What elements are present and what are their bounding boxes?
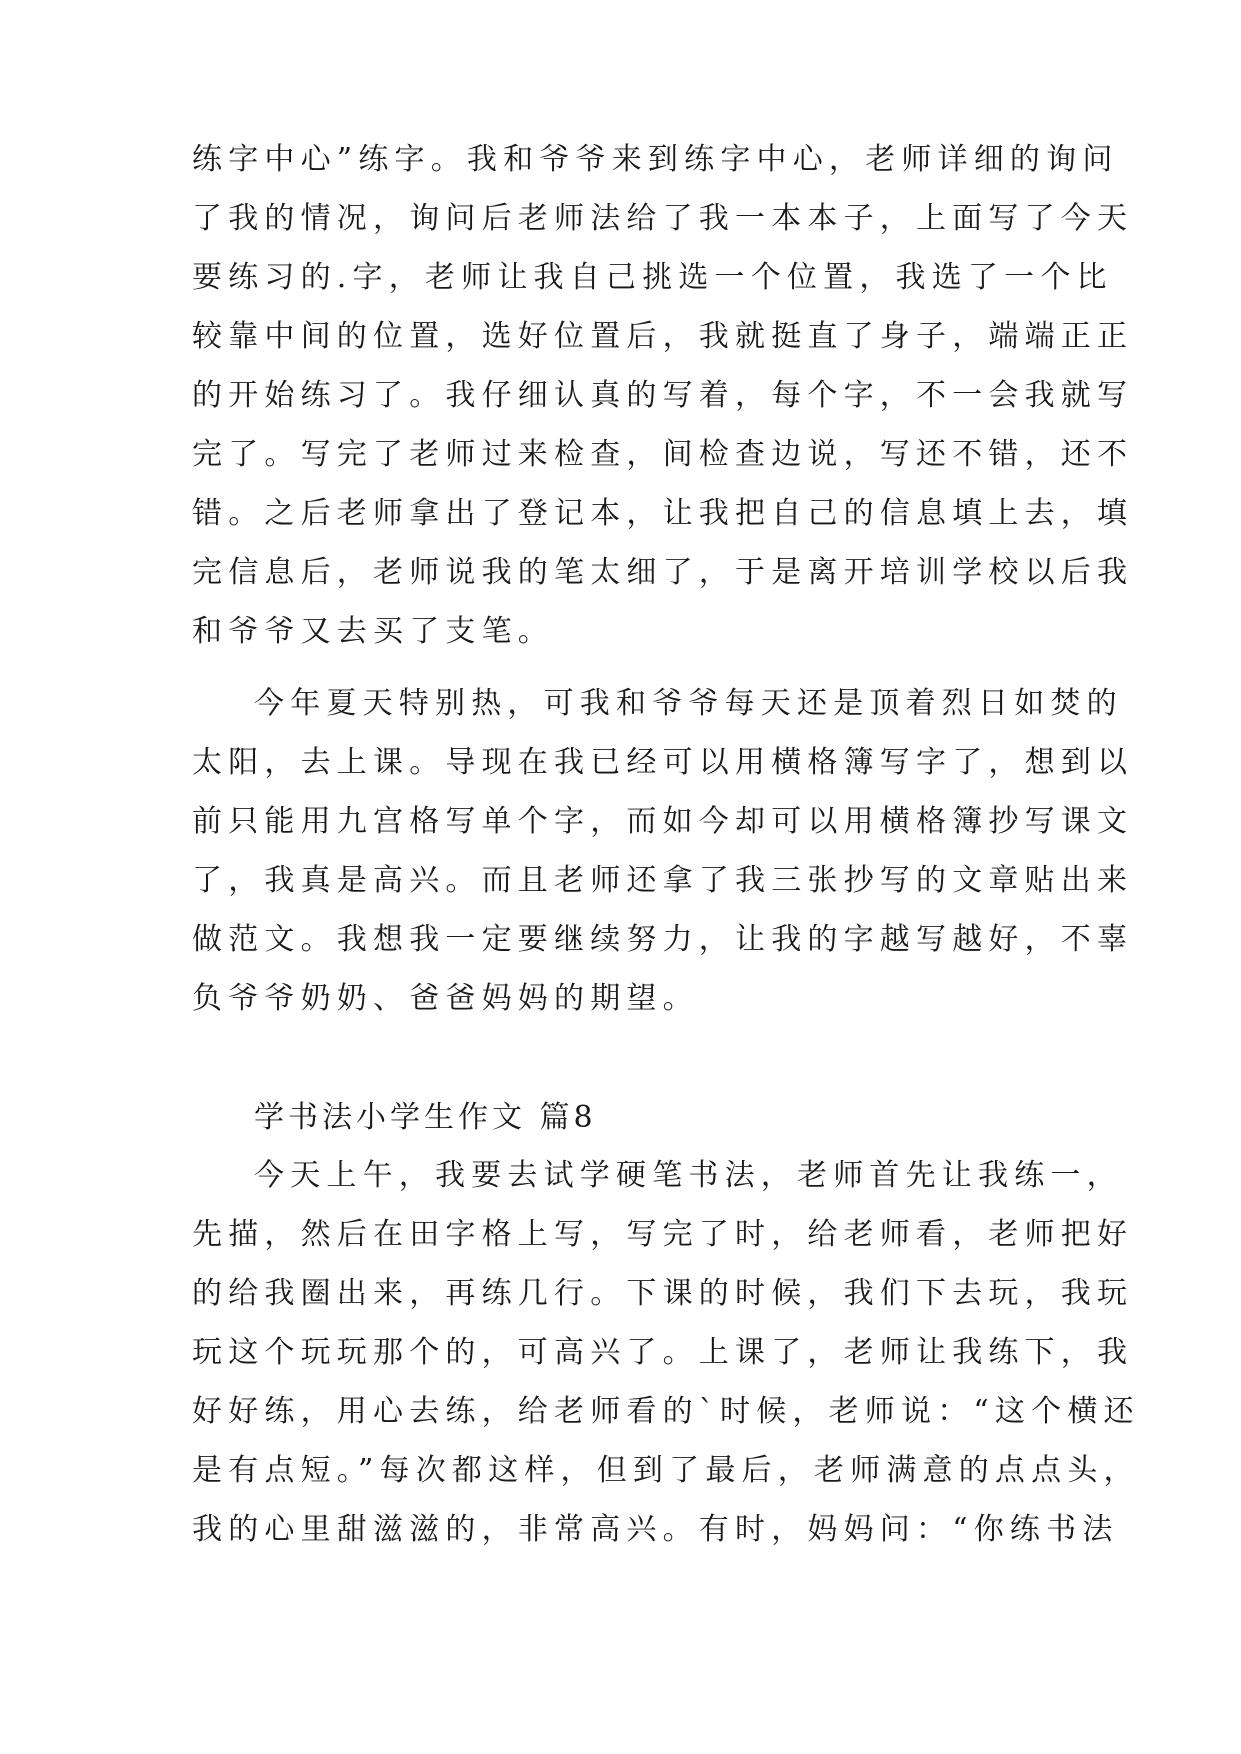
paragraph3-line-7: 我的心里甜滋滋的，非常高兴。有时，妈妈问：“你练书法 — [192, 1512, 1119, 1547]
paragraph3-line-2: 先描，然后在田字格上写，写完了时，给老师看，老师把好 — [192, 1217, 1134, 1252]
paragraph1-line-8: 完信息后，老师说我的笔太细了，于是离开培训学校以后我 — [192, 555, 1134, 590]
paragraph1-line-9: 和爷爷又去买了支笔。 — [192, 614, 554, 649]
paragraph1-line-6: 完了。写完了老师过来检查，间检查边说，写还不错，还不 — [192, 437, 1134, 472]
paragraph3-line-6: 是有点短。”每次都这样，但到了最后，老师满意的点点头， — [192, 1453, 1140, 1488]
paragraph1-line-7: 错。之后老师拿出了登记本，让我把自己的信息填上去，填 — [192, 496, 1134, 531]
paragraph1-line-5: 的开始练习了。我仔细认真的写着，每个字，不一会我就写 — [192, 378, 1134, 413]
paragraph1-line-2: 了我的情况，询问后老师法给了我一本本子，上面写了今天 — [192, 201, 1134, 236]
paragraph3-line-1: 今天上午，我要去试学硬笔书法，老师首先让我练一， — [254, 1158, 1123, 1193]
paragraph3-line-3: 的给我圈出来，再练几行。下课的时候，我们下去玩，我玩 — [192, 1276, 1134, 1311]
paragraph3-line-4: 玩这个玩玩那个的，可高兴了。上课了，老师让我练下，我 — [192, 1335, 1134, 1370]
paragraph2-line-4: 了，我真是高兴。而且老师还拿了我三张抄写的文章贴出来 — [192, 863, 1134, 898]
paragraph1-line-4: 较靠中间的位置，选好位置后，我就挺直了身子，端端正正 — [192, 319, 1134, 354]
paragraph3-line-5: 好好练，用心去练，给老师看的`时候，老师说：“这个横还 — [192, 1394, 1140, 1429]
paragraph2-line-1: 今年夏天特别热，可我和爷爷每天还是顶着烈日如焚的 — [254, 686, 1123, 721]
paragraph2-line-6: 负爷爷奶奶、爸爸妈妈的期望。 — [192, 981, 699, 1016]
paragraph1-line-3: 要练习的.字，老师让我自己挑选一个位置，我选了一个比 — [192, 260, 1113, 295]
paragraph2-line-3: 前只能用九宫格写单个字，而如今却可以用横格簿抄写课文 — [192, 804, 1134, 839]
paragraph2-line-2: 太阳，去上课。导现在我已经可以用横格簿写字了，想到以 — [192, 745, 1134, 780]
paragraph2-line-5: 做范文。我想我一定要继续努力，让我的字越写越好，不辜 — [192, 922, 1134, 957]
section-heading: 学书法小学生作文 篇8 — [254, 1100, 597, 1135]
paragraph1-line-1: 练字中心”练字。我和爷爷来到练字中心，老师详细的询问 — [192, 142, 1119, 177]
